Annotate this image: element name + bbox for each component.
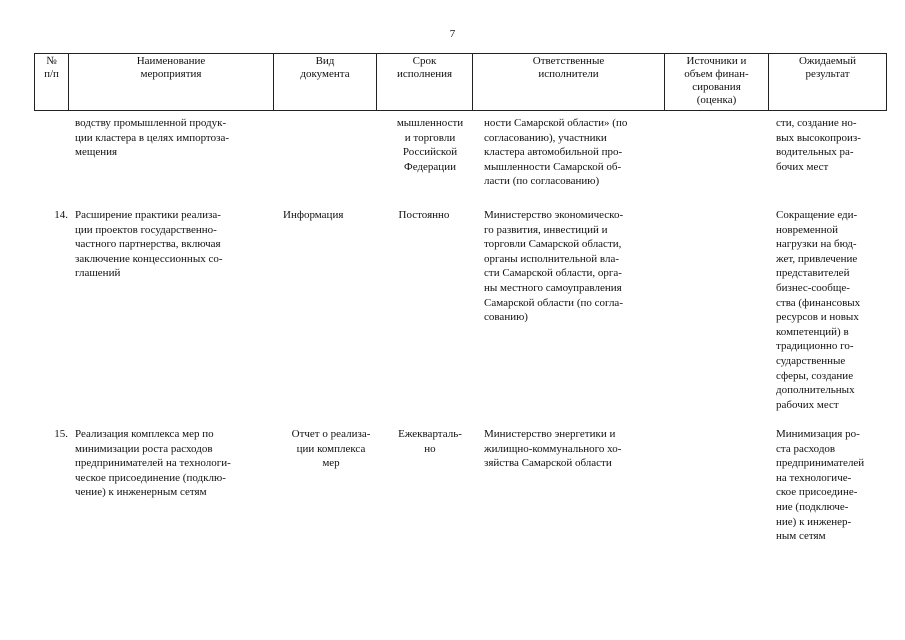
header-result: Ожидаемый результат xyxy=(769,54,887,111)
cont-result: сти, создание но- вых высокопроиз- водительных ра- бочих мест xyxy=(776,117,861,173)
table-header-row xyxy=(35,54,887,111)
row14-num: 14. xyxy=(54,209,68,221)
row15-num: 15. xyxy=(54,428,68,440)
row15-doc: Отчет о реализа- ции комплекса мер xyxy=(291,428,371,470)
table-header xyxy=(34,53,887,111)
row14-term: Постоянно xyxy=(398,209,450,221)
cont-name: водству промышленной продук- ции кластера в целях импортоза- мещения xyxy=(75,117,229,159)
header-resp: Ответственные исполнители xyxy=(473,54,665,111)
row15-resp: Министерство энергетики и жилищно-коммунального хо- зяйства Самарской области xyxy=(484,428,622,470)
header-term: Срок исполнения xyxy=(377,54,473,111)
header-source: Источники и объем финан- сирования (оценка) xyxy=(665,54,769,111)
row14-name: Расширение практики реализа- ции проектов государственно- частного партнерства, включая заключение концессионных со- глашений xyxy=(75,209,223,280)
row14-resp: Министерство экономическо- го развития, инвестиций и торговли Самарской области, органы исполнительной вла- сти Самарской области, орга- ны местного самоуправления Самарской области (по согла- сованию) xyxy=(484,209,624,324)
row15-result: Минимизация ро- ста расходов предпринимателей на технологиче- ское присоедине- ние (подключе- ние) к инженер- ным сетям xyxy=(776,428,865,543)
row14-doc: Информация xyxy=(283,209,344,221)
row15-name: Реализация комплекса мер по минимизации роста расходов предпринимателей на технологи- ческое присоединение (подклю- чение) к инженерным сетям xyxy=(75,428,231,499)
header-doc: Вид документа xyxy=(274,54,377,111)
row14-result: Сокращение еди- новременной нагрузки на бюд- жет, привлечение представителей бизнес-сообще- ства (финансовых ресурсов и новых компетенций) в традиционно го- сударственные сферы, создание дополнительных рабочих мест xyxy=(776,209,861,411)
page-number: 7 xyxy=(449,28,456,40)
header-num: № п/п xyxy=(35,54,69,111)
cont-resp: ности Самарской области» (по согласованию), участники кластера автомобильной про- мышленности Самарской об- ласти (по согласованию) xyxy=(484,117,628,188)
header-name: Наименование мероприятия xyxy=(69,54,274,111)
cont-term: мышленности и торговли Российской Федерации xyxy=(396,117,464,173)
row15-term: Ежекварталь- но xyxy=(398,428,462,455)
